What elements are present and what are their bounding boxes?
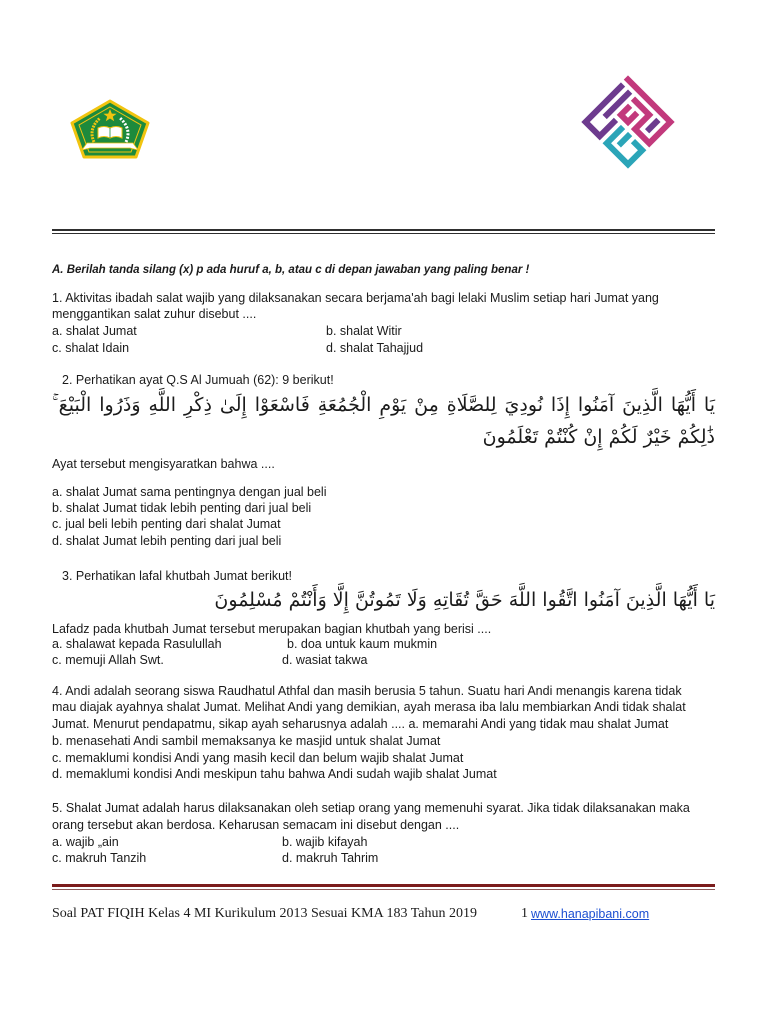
question-3-option-c: c. memuji Allah Swt. [52, 653, 164, 667]
question-4-option-c: c. memaklumi kondisi Andi yang masih kecil dan belum wajib shalat Jumat [52, 751, 464, 765]
question-5-option-b: b. wajib kifayah [282, 835, 368, 849]
question-5-stem-line-1: 5. Shalat Jumat adalah harus dilaksanakan oleh setiap orang yang memenuhi syarat. Jika tidak dilaksanakan maka [52, 801, 690, 815]
question-3-stem: 3. Perhatikan lafal khutbah Jumat berikut! [62, 569, 292, 583]
kufic-calligraphy-logo-icon [578, 72, 678, 172]
footer-title: Soal PAT FIQIH Kelas 4 MI Kurikulum 2013 Sesuai KMA 183 Tahun 2019 [52, 906, 477, 921]
question-4-option-a: a. memarahi Andi yang tidak mau shalat Jumat [408, 717, 669, 731]
footer-divider-thick [52, 884, 715, 887]
question-1-option-c: c. shalat Idain [52, 341, 130, 355]
question-4-stem-text: Jumat. Menurut pendapatmu, sikap ayah seharusnya adalah .... [52, 717, 405, 731]
question-2-arabic-verse-line-2: ذَٰلِكُمْ خَيْرٌ لَكُمْ إِنْ كُنْتُمْ تَعْلَمُونَ [482, 426, 715, 448]
question-1-option-d: d. shalat Tahajjud [326, 341, 424, 355]
question-2-option-a: a. shalat Jumat sama pentingnya dengan jual beli [52, 485, 327, 499]
question-3-option-a: a. shalawat kepada Rasulullah [52, 637, 222, 651]
question-5-option-c: c. makruh Tanzih [52, 851, 147, 865]
question-3-arabic-khutbah-text: يَا أَيُّهَا الَّذِينَ آمَنُوا اتَّقُوا اللَّهَ حَقَّ تُقَاتِهِ وَلَا تَمُوتُنَّ إِلَّا وَأَنْتُمْ مُسْلِمُونَ [214, 589, 715, 611]
question-2-arabic-verse-line-1: يَا أَيُّهَا الَّذِينَ آمَنُوا إِذَا نُودِيَ لِلصَّلَاةِ مِنْ يَوْمِ الْجُمُعَةِ فَاسْعَوْا إِلَىٰ ذِكْرِ اللَّهِ وَذَرُوا الْبَيْعَ ۚ [52, 394, 715, 416]
page-number: 1 [521, 906, 528, 921]
question-5-option-a: a. wajib „ain [52, 835, 119, 849]
question-4-option-d: d. memaklumi kondisi Andi meskipun tahu bahwa Andi sudah wajib shalat Jumat [52, 767, 497, 781]
question-3-option-b: b. doa untuk kaum mukmin [287, 637, 438, 651]
question-1-option-a: a. shalat Jumat [52, 324, 137, 338]
question-5-stem-line-2: orang tersebut akan berdosa. Keharusan semacam ini disebut dengan .... [52, 818, 460, 832]
question-4-stem-line-1: 4. Andi adalah seorang siswa Raudhatul Athfal dan masih berusia 5 tahun. Suatu hari Andi menangis karena tidak [52, 684, 682, 698]
question-3-prompt: Lafadz pada khutbah Jumat tersebut merupakan bagian khutbah yang berisi .... [52, 622, 492, 636]
question-1-stem-line-2: menggantikan salat zuhur disebut .... [52, 307, 257, 321]
website-link[interactable]: www.hanapibani.com [531, 907, 650, 921]
question-2-option-b: b. shalat Jumat tidak lebih penting dari jual beli [52, 501, 312, 515]
question-4-stem-line-3 [52, 716, 668, 732]
kementerian-agama-logo-icon [70, 99, 150, 159]
question-3-option-d: d. wasiat takwa [282, 653, 368, 667]
header-divider-thick [52, 229, 715, 231]
footer-divider-thin [52, 889, 715, 890]
question-1-stem-line-1: 1. Aktivitas ibadah salat wajib yang dilaksanakan secara berjama'ah bagi lelaki Muslim setiap hari Jumat yang [52, 291, 659, 305]
question-5-option-d: d. makruh Tahrim [282, 851, 379, 865]
question-4-stem-line-2: mau diajak ayahnya shalat Jumat. Melihat Andi yang demikian, ayah merasa iba lalu membiarkan Andi tidak shalat [52, 700, 686, 714]
question-2-option-c: c. jual beli lebih penting dari shalat Jumat [52, 517, 281, 531]
question-2-prompt: Ayat tersebut mengisyaratkan bahwa .... [52, 457, 275, 471]
section-a-instruction: A. Berilah tanda silang (x) p ada huruf a, b, atau c di depan jawaban yang paling benar ! [52, 264, 530, 276]
question-2-option-d: d. shalat Jumat lebih penting dari jual beli [52, 534, 282, 548]
question-1-option-b: b. shalat Witir [326, 324, 402, 338]
question-2-stem: 2. Perhatikan ayat Q.S Al Jumuah (62): 9 berikut! [62, 373, 334, 387]
question-4-option-b: b. menasehati Andi sambil memaksanya ke masjid untuk shalat Jumat [52, 734, 441, 748]
header-divider-thin [52, 233, 715, 234]
